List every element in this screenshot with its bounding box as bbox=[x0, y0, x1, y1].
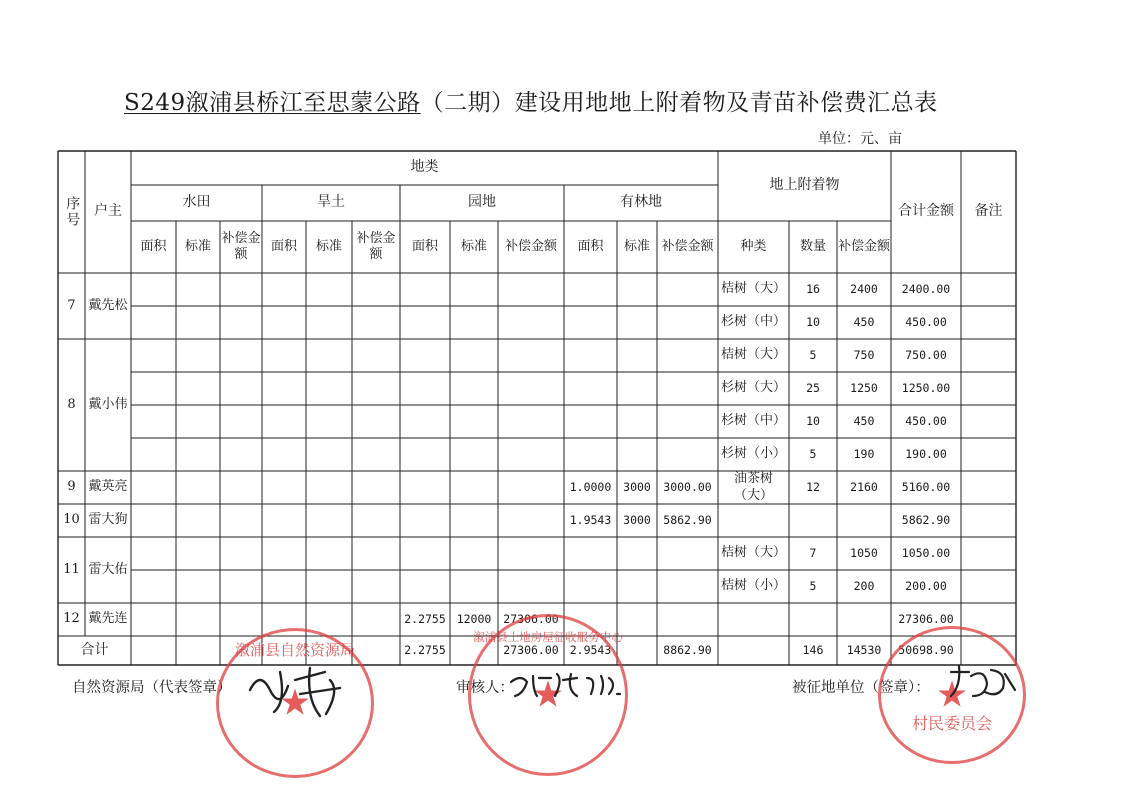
footer-reviewer: 审核人： bbox=[456, 680, 514, 696]
sum-forest-compensation: 8862.90 bbox=[663, 643, 712, 658]
row-total: 1250.00 bbox=[901, 381, 951, 396]
row-total: 1050.00 bbox=[901, 546, 951, 561]
header-seq: 序号 bbox=[64, 196, 81, 228]
forest-compensation: 3000.00 bbox=[663, 480, 712, 495]
subheader-paddy-compensation: 补偿金额 bbox=[221, 230, 261, 262]
sum-forest-area: 2.9543 bbox=[569, 643, 612, 658]
attachment-kind: 桔树（大） bbox=[720, 545, 786, 561]
attachment-qty: 7 bbox=[809, 546, 817, 561]
attachment-amount: 1250 bbox=[850, 381, 878, 396]
forest-compensation: 5862.90 bbox=[663, 513, 712, 528]
header-garden: 园地 bbox=[468, 194, 496, 211]
row-owner: 戴英亮 bbox=[88, 479, 128, 495]
attachment-qty: 16 bbox=[806, 282, 820, 297]
footer-natural-resources-bureau: 自然资源局（代表签章） bbox=[72, 680, 232, 696]
garden-area: 2.2755 bbox=[404, 612, 446, 627]
row-seq: 11 bbox=[63, 561, 80, 577]
header-attachments: 地上附着物 bbox=[769, 177, 840, 194]
subheader-amount: 补偿金额 bbox=[837, 238, 890, 254]
attachment-amount: 2400 bbox=[850, 282, 878, 297]
row-total: 5862.90 bbox=[901, 513, 951, 528]
sum-total: 50698.90 bbox=[898, 643, 954, 658]
center-seal-text: 溆浦县土地房屋征收服务中心 bbox=[473, 630, 623, 644]
row-total: 2400.00 bbox=[901, 282, 951, 297]
attachment-qty: 10 bbox=[806, 315, 820, 330]
attachment-qty: 12 bbox=[806, 480, 820, 495]
attachment-kind: 杉树（中） bbox=[720, 413, 786, 429]
row-owner: 雷大佑 bbox=[88, 561, 128, 577]
bureau-seal-text: 溆浦县自然资源局 bbox=[234, 641, 356, 659]
subheader-garden-area: 面积 bbox=[411, 238, 438, 254]
title-part-2: （二期）建设用地地上附着物及青苗补偿费汇总表 bbox=[420, 90, 938, 116]
sum-qty: 146 bbox=[802, 643, 824, 658]
garden-standard: 12000 bbox=[456, 612, 492, 627]
header-dry: 旱土 bbox=[317, 194, 345, 211]
attachment-kind: 杉树（大） bbox=[720, 380, 786, 396]
attachment-kind: 桔树（小） bbox=[720, 578, 786, 594]
row-total: 190.00 bbox=[905, 447, 947, 462]
subheader-forest-compensation: 补偿金额 bbox=[661, 238, 714, 254]
subheader-dry-area: 面积 bbox=[270, 238, 297, 254]
sum-amount: 14530 bbox=[846, 643, 882, 658]
row-seq: 10 bbox=[63, 512, 80, 528]
row-total: 27306.00 bbox=[898, 612, 954, 627]
attachment-qty: 5 bbox=[809, 348, 817, 363]
header-paddy: 水田 bbox=[182, 194, 211, 211]
row-seq: 7 bbox=[67, 297, 76, 313]
row-total: 200.00 bbox=[905, 579, 947, 594]
compensation-table bbox=[58, 151, 1016, 665]
subheader-forest-standard: 标准 bbox=[623, 238, 650, 254]
attachment-kind: 杉树（中） bbox=[720, 314, 786, 330]
row-seq: 12 bbox=[63, 611, 80, 627]
header-forest: 有林地 bbox=[620, 194, 662, 211]
attachment-amount: 750 bbox=[853, 348, 875, 363]
attachment-kind: 油茶树（大） bbox=[733, 471, 773, 503]
row-seq: 8 bbox=[67, 396, 76, 412]
header-total: 合计金额 bbox=[898, 203, 954, 220]
header-land-type: 地类 bbox=[410, 159, 439, 176]
subheader-kind: 种类 bbox=[740, 238, 767, 254]
village-seal bbox=[878, 626, 1026, 764]
garden-compensation: 27306.00 bbox=[503, 612, 559, 627]
attachment-amount: 2160 bbox=[850, 480, 878, 495]
forest-standard: 3000 bbox=[623, 513, 651, 528]
attachment-amount: 190 bbox=[853, 447, 875, 462]
sum-garden-area: 2.2755 bbox=[404, 643, 446, 658]
subheader-dry-compensation: 补偿金额 bbox=[356, 230, 396, 262]
row-owner: 戴先连 bbox=[88, 611, 128, 627]
subheader-dry-standard: 标准 bbox=[315, 238, 342, 254]
unit-label: 单位：元、亩 bbox=[818, 131, 902, 147]
row-total: 450.00 bbox=[905, 315, 947, 330]
attachment-amount: 450 bbox=[853, 315, 875, 330]
title-part-1: S249溆浦县桥江至思蒙公路 bbox=[124, 90, 421, 116]
subheader-garden-compensation: 补偿金额 bbox=[504, 238, 557, 254]
row-total: 450.00 bbox=[905, 414, 947, 429]
row-seq: 9 bbox=[67, 479, 76, 495]
village-seal-text: 村民委员会 bbox=[911, 714, 993, 733]
attachment-qty: 25 bbox=[806, 381, 820, 396]
star-icon: ★ bbox=[531, 674, 565, 716]
attachment-kind: 桔树（大） bbox=[720, 347, 786, 363]
attachment-amount: 1050 bbox=[850, 546, 878, 561]
page-title bbox=[124, 84, 938, 117]
header-owner: 户主 bbox=[94, 203, 122, 220]
forest-standard: 3000 bbox=[623, 480, 651, 495]
subheader-forest-area: 面积 bbox=[577, 238, 604, 254]
row-owner: 戴先松 bbox=[88, 297, 128, 313]
sum-label: 合计 bbox=[80, 641, 109, 658]
attachment-kind: 桔树（大） bbox=[720, 281, 786, 297]
footer-expropriated-unit: 被征地单位（签章）： bbox=[792, 680, 930, 696]
attachment-kind: 杉树（小） bbox=[720, 446, 786, 462]
forest-area: 1.9543 bbox=[569, 513, 612, 528]
attachment-qty: 5 bbox=[809, 447, 817, 462]
attachment-amount: 200 bbox=[853, 579, 875, 594]
attachment-qty: 5 bbox=[809, 579, 817, 594]
attachment-amount: 450 bbox=[853, 414, 875, 429]
star-icon: ★ bbox=[278, 682, 312, 724]
header-remark: 备注 bbox=[974, 203, 1003, 220]
star-icon: ★ bbox=[935, 674, 969, 716]
attachment-qty: 10 bbox=[806, 414, 820, 429]
bureau-seal bbox=[216, 628, 374, 778]
row-owner: 戴小伟 bbox=[88, 396, 128, 412]
subheader-qty: 数量 bbox=[799, 238, 826, 254]
subheader-garden-standard: 标准 bbox=[460, 238, 487, 254]
subheader-paddy-standard: 标准 bbox=[184, 238, 211, 254]
sum-garden-compensation: 27306.00 bbox=[503, 643, 559, 658]
row-total: 750.00 bbox=[905, 348, 947, 363]
subheader-paddy-area: 面积 bbox=[140, 238, 167, 254]
row-owner: 雷大狗 bbox=[88, 512, 128, 528]
row-total: 5160.00 bbox=[901, 480, 951, 495]
center-seal bbox=[468, 614, 628, 776]
forest-area: 1.0000 bbox=[569, 480, 612, 495]
